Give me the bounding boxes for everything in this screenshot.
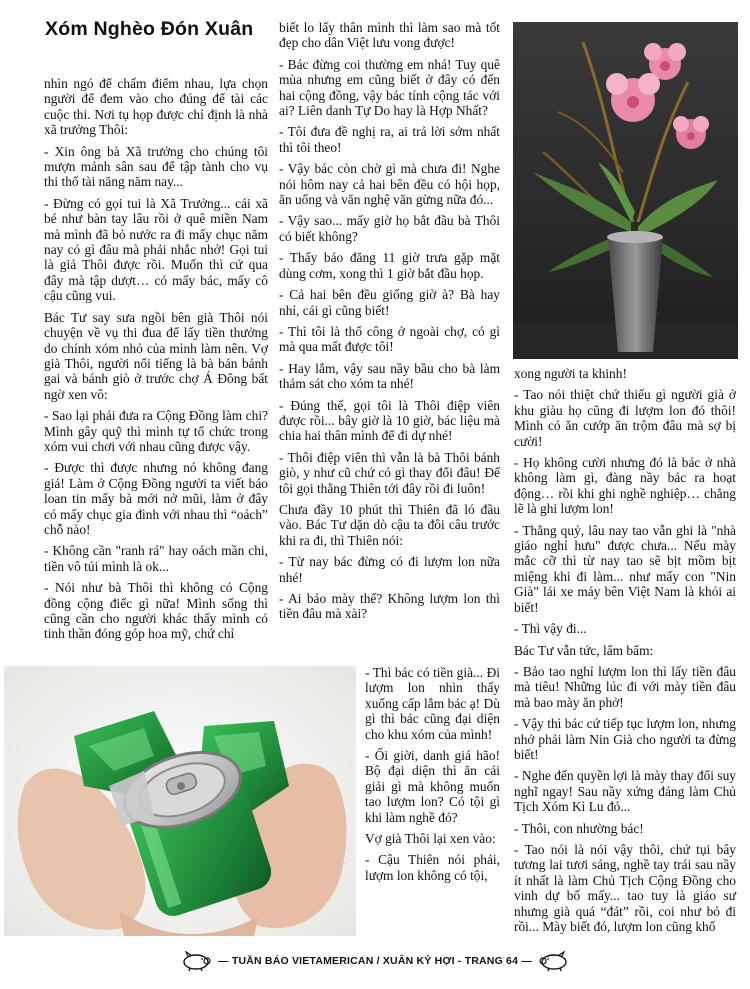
- column-2: [279, 20, 500, 628]
- paragraph: nhìn ngó để chấm điểm nhau, lựa chọn người để đem vào cho đúng để tài các cuộc thi. Nơi tụ họp được chỉ định là nhà xã trưởng Thôi:: [44, 76, 268, 138]
- paragraph: xong người ta khinh!: [514, 366, 627, 381]
- paragraph: - Hay lắm, vậy sau nầy bầu cho bà làm thám sát cho xóm ta nhé!: [279, 360, 500, 392]
- pig-icon: [180, 951, 212, 971]
- flower-vase-photo: [513, 22, 738, 359]
- paragraph: - Vậy bác còn chờ gì mà chưa đi! Nghe nói hôm nay cả hai bên đều có hội họp, ăn uống và văn nghệ văn gừng nữa đó...: [279, 161, 500, 208]
- paragraph: - Thằng quỷ, lâu nay tao vẫn ghi là "nhà giáo nghỉ hưu" được chưa... Nếu mày mắc cỡ thì từ nay tao sẽ bịt mồm bịt miệng khi đi làm... như mấy con "Nin Già" lái xe máy bên Việt Nam là khỏi ai biết!: [514, 522, 736, 615]
- paragraph: Chưa đầy 10 phút thì Thiên đã ló đầu vào. Bác Tư dặn dò cậu ta đôi câu trước khi ra đi, thì Thiên nói:: [279, 501, 500, 548]
- paragraph: - Không cần "ranh rá" hay oách mần chi, tiền vô túi mình là ok...: [44, 543, 268, 574]
- pig-icon: [538, 951, 570, 971]
- paragraph: biết lo lấy thân mình thì làm sao mà tốt đẹp cho dân Việt lưu vong được!: [279, 20, 500, 51]
- paragraph: - Thôi điệp viên thì vẫn là bà Thôi bánh giò, y như cũ chứ có gì thay đổi đâu! Để tôi gọi thằng Thiên tới đây rồi đi luôn!: [279, 449, 500, 496]
- paragraph: - Ối giời, danh giá hão! Bộ đại diện thì ăn cái giải gì mà không muốn tao lượm lon? Có tội gì khi làm nghề đó?: [365, 748, 500, 825]
- paragraph: - Nghe đến quyền lợi là mày thay đổi suy nghĩ ngay! Sau nầy xứng đáng làm Chủ Tịch Xóm Kì Lu đó...: [514, 768, 736, 815]
- paragraph: - Tao nói là nói vậy thôi, chứ tụi bây tương lai tươi sáng, nghề tay trái sau nầy ít nhất là làm Chủ Tịch Cộng Đồng cho vinh dự bố mấy... tao tuy là giáo sư nhưng già quá “đát” rồi, coi như bỏ đi rồi... Mày biết đó, lượm lon cũng khổ: [514, 841, 736, 934]
- paragraph: - Được thì được nhưng nó không đang giá! Làm ở Cộng Đồng người ta viết báo loan tin mấy bà mới nở mũi, làm ở đây có mấy chục gia đình với nhau thì “oách” chỗ nào!: [44, 460, 268, 537]
- paragraph: Bác Tư vẫn tức, lẩm bẩm:: [514, 642, 654, 658]
- footer: [0, 948, 750, 974]
- crushed-can-icon: [4, 666, 356, 936]
- paragraph: - Xin ông bà Xã trưởng cho chúng tôi mượn mảnh sân sau để tập tành cho vụ thi thố tài năng năm nay...: [44, 143, 268, 190]
- paragraph: - Vậy thì bác cứ tiếp tục lượm lon, nhưng nhớ phải làm Nin Già cho người ta đừng biết!: [514, 716, 736, 762]
- column-3: [514, 366, 736, 940]
- paragraph: - Từ nay bác đừng có đi lượm lon nữa nhé!: [279, 554, 500, 585]
- paragraph: Bác Tư say sưa ngồi bên già Thôi nói chuyện về vụ thi đua để lấy tiền thưởng do chính xóm nhỏ của mình làm nên. Vợ già Thôi, người nổi tiếng là bà bán bánh gai và bánh giò ở trước chợ Á Đông bất ngờ xen vô:: [44, 309, 268, 402]
- paragraph: - Cả hai bên đều giống giờ à? Bà hay nhỉ, cái gì cũng biết!: [279, 287, 500, 318]
- crushed-can-photo: [4, 666, 356, 936]
- paragraph: - Thì tôi là thổ công ở ngoài chợ, có gì mà qua mất được tôi!: [279, 323, 500, 355]
- paragraph: - Họ không cười nhưng đó là bác ở nhà không làm gì, đàng nầy bác ra hoạt động… rồi khi ghi nghề nghiệp… chẳng lẽ là ghi lượm lon!: [514, 455, 736, 517]
- paragraph: - Sao lại phải đưa ra Cộng Đồng làm chi? Mình gây quỹ thì mình tự tổ chức trong xóm vui chơi với nhau cũng được vậy.: [44, 408, 268, 454]
- paragraph: - Thì bác có tiền già... Đi lượm lon nhìn thấy xuống cấp lắm bác ạ! Dù gì thì bác cũng đại diện cho khu xóm của mình!: [365, 665, 500, 742]
- paragraph: - Thôi, con nhường bác!: [514, 820, 644, 836]
- column-1: [44, 76, 268, 648]
- paragraph: - Nói như bà Thôi thì không có Cộng đồng cộng điếc gì nữa! Mình sống thì cũng cần cho người khác thấy mình có tinh thần đóng góp hoa mỹ, chứ chỉ: [44, 580, 268, 642]
- paragraph: - Đúng thế, gọi tôi là Thôi điệp viên được rồi... bây giờ là 10 giờ, bác liệu mà chia hai thân mình để đi dự nhé!: [279, 397, 500, 444]
- paragraph: - Thấy báo đăng 11 giờ trưa gặp mặt dùng cơm, xong thì 1 giờ bắt đầu họp.: [279, 250, 500, 281]
- paragraph: - Bảo tao nghỉ lượm lon thì lấy tiền đâu mà tiêu! Những lúc đi với mày tiền đâu mà bao mày ăn phở!: [514, 663, 736, 710]
- footer-text: — TUẦN BÁO VIETAMERICAN / XUÂN KỶ HỢI - TRANG 64 —: [218, 955, 532, 967]
- paragraph: - Bác đừng coi thường em nhá! Tuy quê mùa nhưng em cũng biết ở đây có đến hai cộng đồng, vậy bác tính cộng tác với ai? Liên danh Tự Do hay là Hợp Nhất?: [279, 56, 500, 119]
- paragraph: - Tao nói thiệt chứ thiếu gì người già ở khu giàu họ cũng đi lượm lon đó thôi! Mình có ăn cướp ăn trộm đâu mà sợ bị cười!: [514, 387, 736, 449]
- paragraph: Vợ già Thôi lại xen vào:: [365, 831, 496, 847]
- article-title: Xóm Nghèo Đón Xuân: [45, 18, 254, 40]
- paragraph: - Thì vậy đi...: [514, 621, 587, 637]
- paragraph: - Tôi đưa đề nghị ra, ai trả lời sớm nhất thì tôi theo!: [279, 124, 500, 155]
- flower-vase-icon: [513, 22, 738, 359]
- paragraph: - Cậu Thiên nói phải, lượm lon không có tội,: [365, 852, 500, 883]
- paragraph: - Vậy sao... mấy giờ họ bắt đầu bà Thôi có biết không?: [279, 213, 500, 244]
- column-2-continued: [365, 665, 500, 889]
- paragraph: - Đừng có gọi tui là Xã Trưởng... cái xã bé như bàn tay lâu rồi ở quê miền Nam mà mình đã bỏ nước ra đi mấy chục năm nay có gì đâu mà phải nhắc nhở! Gọi tui là giả Thôi được rồi. Muốn thì cứ qua đây mà tập dượt… có mấy bác, mấy cô cậu cũng vui.: [44, 195, 268, 304]
- paragraph: - Ai bảo mày thế? Không lượm lon thì tiền đâu mà xài?: [279, 591, 500, 622]
